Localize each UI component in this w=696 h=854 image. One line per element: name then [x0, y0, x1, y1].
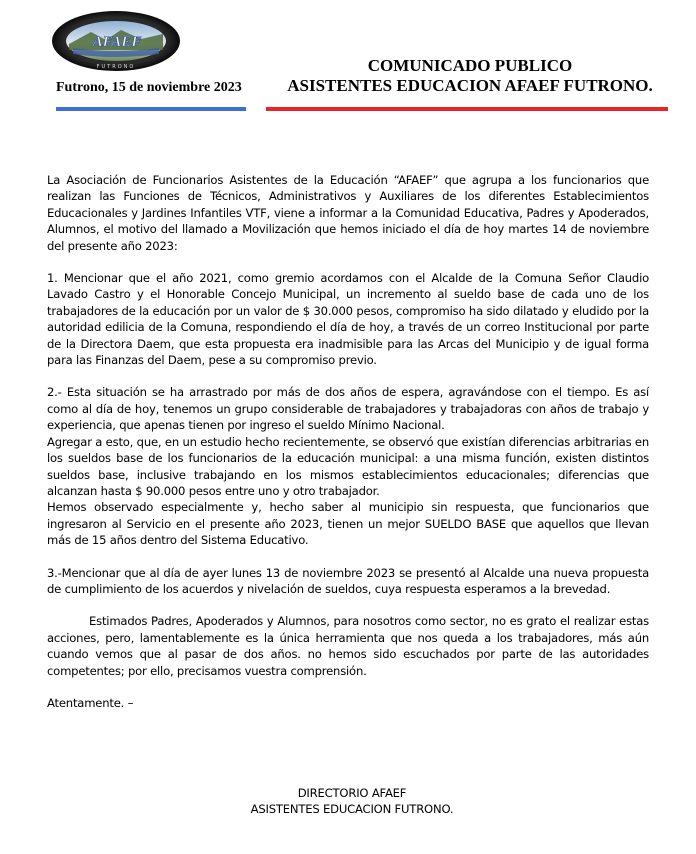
point-2-paragraph: 2.- Esta situación se ha arrastrado por más de dos años de espera, agravándose con el tiempo. Es así como al día de hoy, tenemos un grupo considerable de trabajadores y trabajadoras con años de trabajo y experiencia, que apenas tienen por ingreso el sueldo Mínimo Nacional. — [47, 385, 649, 433]
afaef-logo — [51, 10, 181, 72]
document-body — [47, 172, 649, 727]
point-2-observation-paragraph: Hemos observado especialmente y, hecho saber al municipio sin respuesta, que funcionarios que ingresaron al Servicio en el presente año 2023, tienen un mejor SUELDO BASE que aquellos que llevan más de 15 años dentro del Sistema Educativo. — [47, 500, 649, 548]
signature-block — [232, 785, 472, 818]
closing-paragraph: Estimados Padres, Apoderados y Alumnos, para nosotros como sector, no es grato el realizar estas acciones, pero, lamentablemente es la única herramienta que nos queda a los trabajadores, más aún cuando vemos que al pasar de dos años. no hemos sido escuchados por parte de las autoridades competentes; por ello, precisamos vuestra comprensión. — [47, 614, 649, 678]
signature-line-2: ASISTENTES EDUCACION FUTRONO. — [250, 802, 454, 817]
logo-text: AFAEF — [92, 34, 142, 50]
point-1-paragraph: 1. Mencionar que el año 2021, como gremio acordamos con el Alcalde de la Comuna Señor Claudio Lavado Castro y el Honorable Concejo Municipal, un incremento al sueldo base de cada uno de los trabajadores de la educación por un valor de $ 30.000 pesos, compromiso ha sido dilatado y eludido por la autoridad edilicia de la Comuna, respondiendo el día de hoy, a través de un correo Institucional por parte de la Directora Daem, que esta propuesta era inadmisible para las Arcas del Municipio y de igual forma para las Finanzas del Daem, pese a su compromiso previo. — [47, 271, 649, 368]
point-3-paragraph: 3.-Mencionar que al día de ayer lunes 13 de noviembre 2023 se presentó al Alcalde una nueva propuesta de cumplimiento de los acuerdos y nivelación de sueldos, cuya respuesta esperamos a la brevedad. — [47, 565, 649, 596]
signature-line-1: DIRECTORIO AFAEF — [297, 786, 407, 800]
document-date: Futrono, 15 de noviembre 2023 — [56, 80, 242, 95]
intro-paragraph: La Asociación de Funcionarios Asistentes de la Educación “AFAEF” que agrupa a los funcionarios que realizan las Funciones de Técnicos, Administrativos y Auxiliares de los diferentes Establecimientos Educacionales y Jardines Infantiles VTF, viene a informar a la Comunidad Educativa, Padres y Apoderados, Alumnos, el motivo del llamado a Movilización que hemos iniciado el día de hoy martes 14 de noviembre del presente año 2023: — [47, 173, 649, 253]
title-line-2: ASISTENTES EDUCACION AFAEF FUTRONO. — [287, 76, 653, 95]
point-2-study-paragraph: Agregar a esto, que, en un estudio hecho recientemente, se observó que existían diferencias arbitrarias en los sueldos base de los funcionarios de la educación municipal: a una misma función, existen distintos sueldos base, inclusive trabajando en los mismos establecimientos educacionales; diferencias que alcanzan hasta $ 90.000 pesos entre uno y otro trabajador. — [47, 434, 649, 498]
document-title — [270, 56, 670, 96]
red-divider — [266, 107, 668, 111]
blue-divider — [56, 107, 246, 111]
logo-bottom-text: FUTRONO — [96, 64, 136, 70]
title-line-1: COMUNICADO PUBLICO — [367, 56, 573, 75]
salutation: Atentamente. – — [47, 695, 134, 710]
afaef-logo-emblem — [51, 10, 181, 72]
